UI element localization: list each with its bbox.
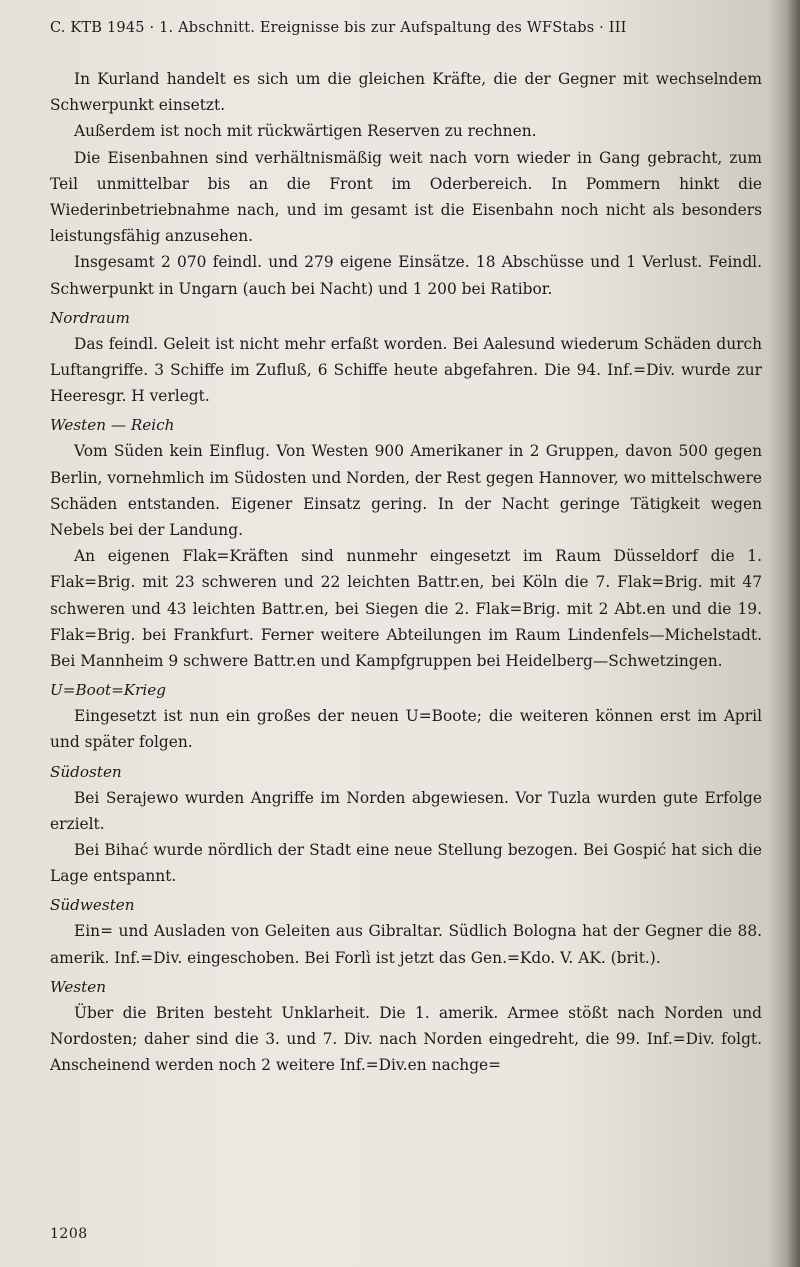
page-edge-shadow — [786, 0, 800, 1267]
section-heading-suedosten: Südosten — [50, 762, 122, 781]
paragraph: Bei Bihać wurde nördlich der Stadt eine neue Stellung bezogen. Bei Gospić hat sich die Lage entspannt. — [50, 841, 762, 886]
paragraph: In Kurland handelt es sich um die gleichen Kräfte, die der Gegner mit wechselndem Schwerpunkt einsetzt. — [50, 70, 762, 115]
section-heading-westen: Westen — [50, 977, 107, 996]
section-heading-suedwesten: Südwesten — [50, 896, 135, 915]
paragraph: Insgesamt 2 070 feindl. und 279 eigene Einsätze. 18 Abschüsse und 1 Verlust. Feindl. Schwerpunkt in Ungarn (auch bei Nacht) und 1 200 bei Ratibor. — [50, 253, 762, 298]
page-number: 1208 — [50, 1226, 88, 1242]
paragraph: Außerdem ist noch mit rückwärtigen Reserven zu rechnen. — [74, 122, 537, 141]
section-heading-uboot-krieg: U=Boot=Krieg — [50, 681, 166, 700]
section-heading-nordraum: Nordraum — [50, 308, 130, 327]
section-heading-westen-reich: Westen — Reich — [50, 416, 175, 435]
paragraph: Eingesetzt ist nun ein großes der neuen U=Boote; die weiteren können erst im April und später folgen. — [50, 707, 762, 752]
paragraph: Vom Süden kein Einflug. Von Westen 900 Amerikaner in 2 Gruppen, davon 500 gegen Berlin, vornehmlich im Südosten und Norden, der Rest gegen Hannover, wo mittelschwere Schäden entstanden. Eigener Einsatz gering. In der Nacht geringe Tätigkeit wegen Nebels bei der Landung. — [50, 442, 762, 540]
paragraph: Die Eisenbahnen sind verhältnismäßig weit nach vorn wieder in Gang gebracht, zum Teil unmittelbar bis an die Front im Oderbereich. In Pommern hinkt die Wiederinbetriebnahme nach, und im gesamt ist die Eisenbahn noch nicht als besonders leistungsfähig anzusehen. — [50, 148, 762, 246]
paragraph: Bei Serajewo wurden Angriffe im Norden abgewiesen. Vor Tuzla wurden gute Erfolge erzielt. — [50, 788, 762, 833]
paragraph: Ein= und Ausladen von Geleiten aus Gibraltar. Südlich Bologna hat der Gegner die 88. amerik. Inf.=Div. eingeschoben. Bei Forlì ist jetzt das Gen.=Kdo. V. AK. (brit.). — [50, 922, 762, 967]
paragraph: An eigenen Flak=Kräften sind nunmehr eingesetzt im Raum Düsseldorf die 1. Flak=Brig. mit 23 schweren und 22 leichten Battr.en, bei Köln die 7. Flak=Brig. mit 47 schweren und 43 leichten Battr.en, bei Siegen die 2. Flak=Brig. mit 2 Abt.en und die 19. Flak=Brig. bei Frankfurt. Ferner weitere Abteilungen im Raum Lindenfels—Michelstadt. Bei Mannheim 9 schwere Battr.en und Kampfgruppen bei Heidelberg—Schwetzingen. — [50, 547, 762, 671]
paragraph: Das feindl. Geleit ist nicht mehr erfaßt worden. Bei Aalesund wiederum Schäden durch Luftangriffe. 3 Schiffe im Zufluß, 6 Schiffe heute abgefahren. Die 94. Inf.=Div. wurde zur Heeresgr. H verlegt. — [50, 334, 762, 406]
page-body — [50, 66, 762, 1079]
running-head: C. KTB 1945 · 1. Abschnitt. Ereignisse bis zur Aufspaltung des WFStabs · III — [50, 20, 627, 36]
paragraph: Über die Briten besteht Unklarheit. Die 1. amerik. Armee stößt nach Norden und Nordosten; daher sind die 3. und 7. Div. nach Norden eingedreht, die 99. Inf.=Div. folgt. Anscheinend werden noch 2 weitere Inf.=Div.en nachge= — [50, 1003, 762, 1075]
